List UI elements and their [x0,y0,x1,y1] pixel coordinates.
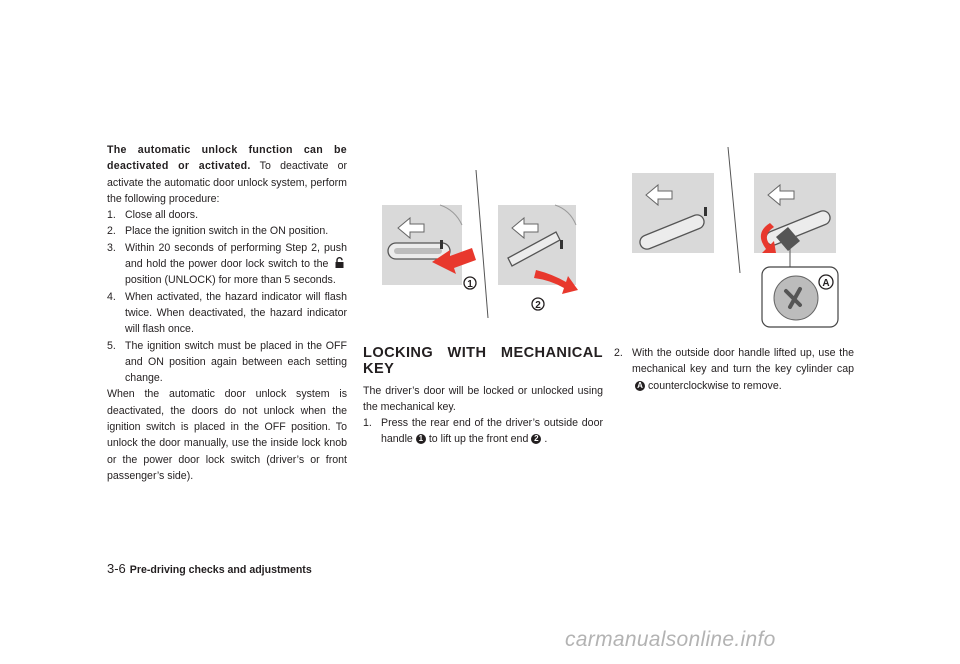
callout-1: 1 [467,279,473,290]
step-text: Within 20 seconds of performing Step 2, push and hold the power door lock switch to the [125,241,347,271]
callout-a: A [822,278,830,289]
step-number: 2. [614,347,623,359]
step-text-end: . [544,433,548,446]
door-handle-figure [380,170,580,320]
step-2 [107,223,347,239]
step-text-cont: position (UNLOCK) for more than 5 seconds. [125,274,336,287]
watermark: carmanualsonline.info [565,628,776,651]
step-3 [107,240,347,289]
key-paragraph: The driver’s door will be locked or unlocked using the mechanical key. [363,384,603,413]
section-heading: LOCKING WITH MECHANICAL KEY [363,345,603,378]
key-cylinder-figure [630,145,840,330]
step-text: When activated, the hazard indicator will flash twice. When deactivated, the hazard indicator will flash once. [125,290,347,336]
key-step-2 [614,345,854,394]
step-number: 3. [107,241,116,254]
step-number: 2. [107,225,116,238]
callout-a-icon: A [635,381,645,391]
step-text-cont: counterclockwise to remove. [648,379,782,392]
section-title: Pre-driving checks and adjustments [129,564,312,576]
unlock-icon [334,257,345,268]
step-number: 4. [107,290,116,303]
page-number: 3-6 [107,561,126,576]
step-5 [107,338,347,387]
callout-2: 2 [535,300,541,311]
intro-bold: The automatic unlock function can be deactivated or activated. [107,144,347,173]
intro-rest: To deactivate or activate the automatic door unlock system, perform the following procedure: [107,160,347,205]
step-text: Close all doors. [125,209,199,222]
step-text: With the outside door handle lifted up, use the mechanical key and turn the key cylinder cap [632,347,854,376]
closing-paragraph: When the automatic door unlock system is deactivated, the doors do not unlock when the ignition switch is placed in the OFF position. To unlock the door manually, use the inside lock knob or the power door lock switch (driver’s or front passenger’s side). [107,388,347,482]
key-step-1 [363,415,603,448]
column-mechanical-key [363,345,603,448]
callout-2-icon: 2 [531,434,541,444]
step-number: 1. [363,417,372,430]
step-text: Press the rear end of the driver’s outside door handle [381,417,603,446]
step-1 [107,207,347,223]
intro-paragraph [107,142,347,207]
step-text-cont: to lift up the front end [428,433,529,446]
column-key-cylinder [614,345,854,394]
page-footer [107,561,312,576]
column-automatic-unlock [107,142,347,484]
callout-1-icon: 1 [416,434,426,444]
step-text: Place the ignition switch in the ON position. [125,225,329,238]
step-4 [107,289,347,338]
step-number: 1. [107,209,116,222]
step-text: The ignition switch must be placed in the OFF and ON position again between each setting change. [125,339,347,385]
step-number: 5. [107,339,116,352]
